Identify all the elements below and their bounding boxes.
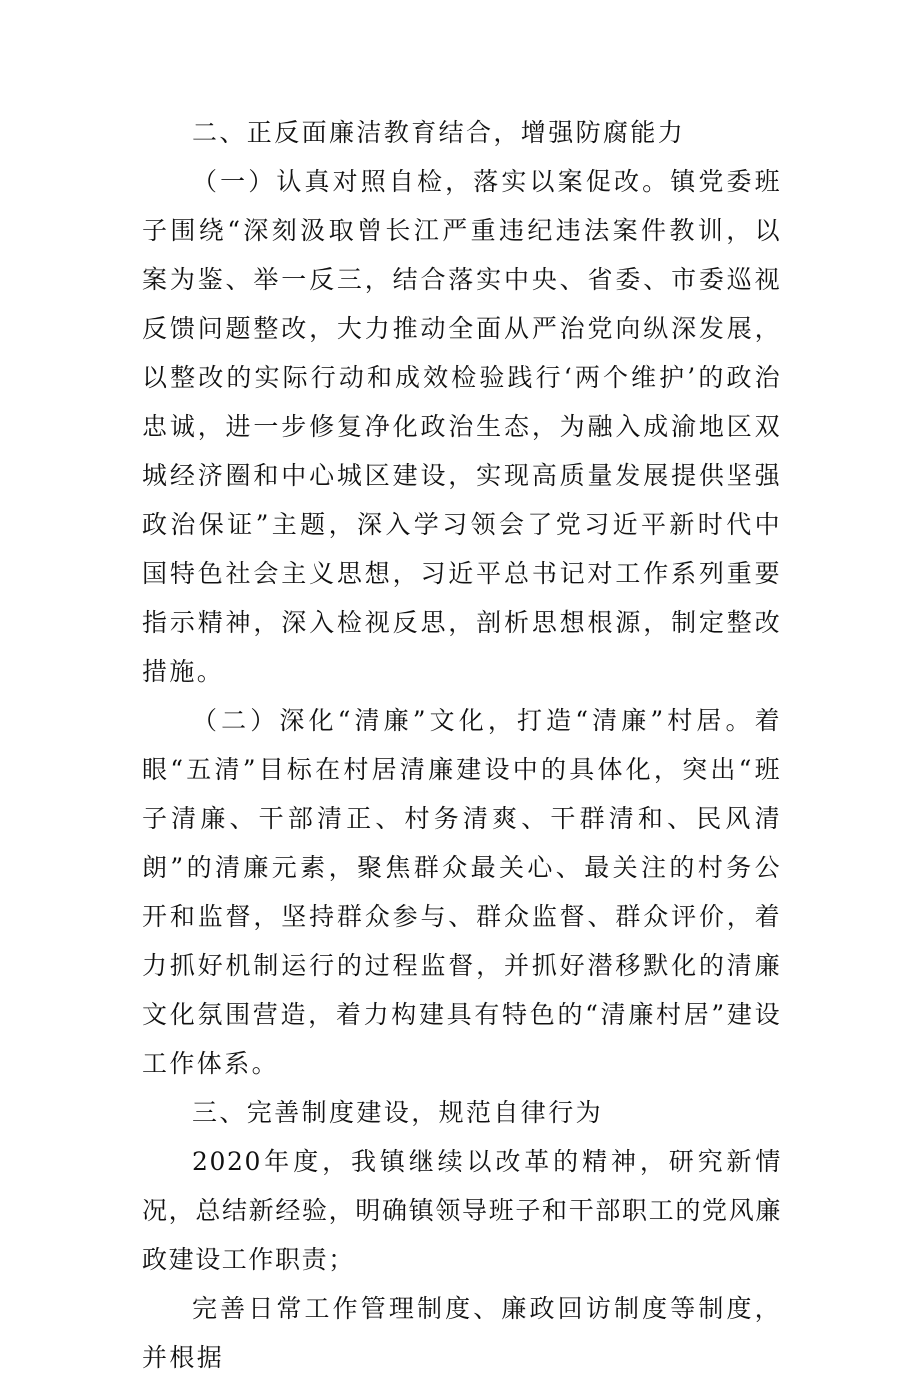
section-heading-3: 三、完善制度建设，规范自律行为 [192, 1098, 604, 1127]
paragraph-clean-culture: （二）深化“清廉”文化，打造“清廉”村居。着眼“五清”目标在村居清廉建设中的具体化，突出“班子清廉、干部清正、村务清爽、干群清和、民风清朗”的清廉元素，聚焦群众最关心、最关注的村务公开和监督，坚持群众参与、群众监督、群众评价，着力抓好机制运行的过程监督，并抓好潜移默化的清廉文化氛围营造，着力构建具有特色的“清廉村居”建设工作体系。 [142, 706, 782, 1078]
paragraph-self-inspection: （一）认真对照自检，落实以案促改。镇党委班子围绕“深刻汲取曾长江严重违纪违法案件教训，以案为鉴、举一反三，结合落实中央、省委、市委巡视反馈问题整改，大力推动全面从严治党向纵深发展，以整改的实际行动和成效检验践行‘两个维护’的政治忠诚，进一步修复净化政治生态，为融入成渝地区双城经济圈和中心城区建设，实现高质量发展提供坚强政治保证”主题，深入学习领会了党习近平新时代中国特色社会主义思想，习近平总书记对工作系列重要指示精神，深入检视反思，剖析思想根源，制定整改措施。 [142, 167, 782, 686]
section-heading-2: 二、正反面廉洁教育结合，增强防腐能力 [192, 118, 686, 147]
document-body [142, 108, 782, 1382]
paragraph-management-system: 完善日常工作管理制度、廉政回访制度等制度，并根据 [142, 1294, 782, 1372]
paragraph-2020-work: 2020年度，我镇继续以改革的精神，研究新情况，总结新经验，明确镇领导班子和干部职工的党风廉政建设工作职责； [142, 1147, 782, 1274]
